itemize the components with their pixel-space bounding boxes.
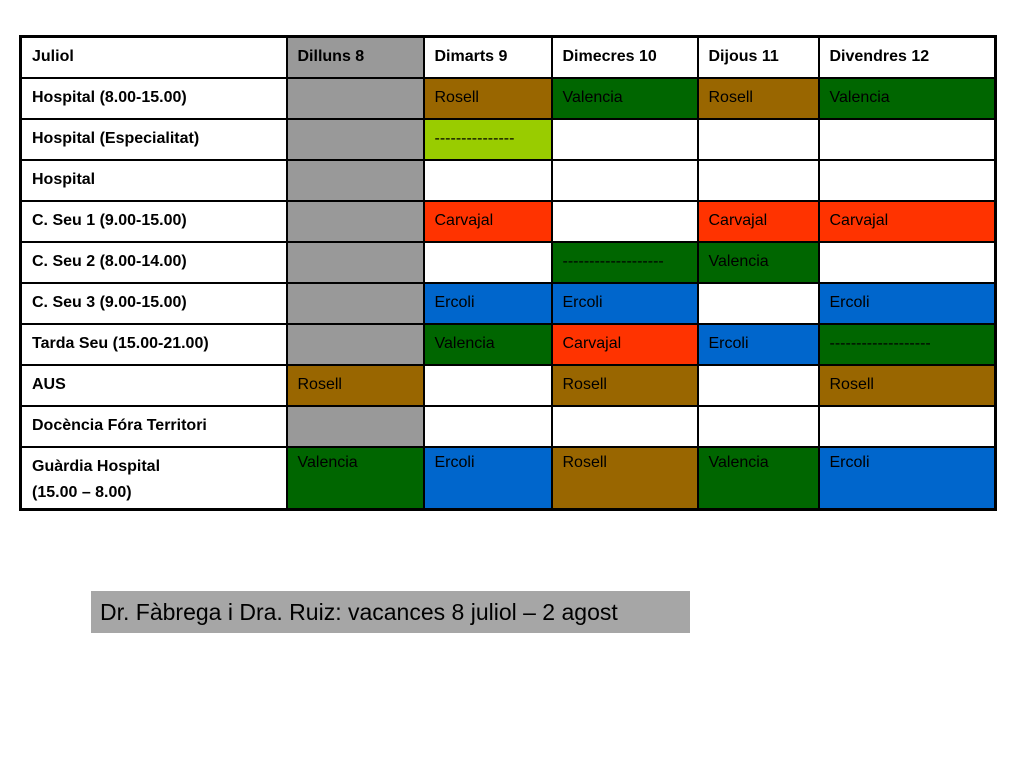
schedule-cell: Valencia bbox=[552, 78, 698, 119]
schedule-cell: Valencia bbox=[698, 447, 819, 510]
schedule-cell: Rosell bbox=[552, 365, 698, 406]
row-label bbox=[21, 119, 287, 160]
table-row bbox=[21, 160, 996, 201]
header-day-monday: Dilluns 8 bbox=[287, 37, 424, 78]
schedule-cell bbox=[287, 406, 424, 447]
schedule-cell: Ercoli bbox=[424, 283, 552, 324]
schedule-cell: Carvajal bbox=[819, 201, 996, 242]
row-label-text: Guàrdia Hospital bbox=[32, 457, 161, 475]
schedule-cell bbox=[698, 119, 819, 160]
schedule-cell bbox=[287, 160, 424, 201]
table-row bbox=[21, 119, 996, 160]
row-label-text: Hospital (Especialitat) bbox=[32, 130, 200, 147]
row-label-text: C. Seu 1 (9.00-15.00) bbox=[32, 212, 187, 229]
row-label bbox=[21, 201, 287, 242]
schedule-cell bbox=[424, 160, 552, 201]
table-row bbox=[21, 447, 996, 510]
table-row bbox=[21, 324, 996, 365]
schedule-cell bbox=[819, 406, 996, 447]
row-label bbox=[21, 283, 287, 324]
schedule-cell: Carvajal bbox=[552, 324, 698, 365]
schedule-cell bbox=[287, 324, 424, 365]
schedule-cell: Rosell bbox=[552, 447, 698, 510]
schedule-cell bbox=[424, 365, 552, 406]
schedule-cell bbox=[819, 242, 996, 283]
schedule-cell: Valencia bbox=[819, 78, 996, 119]
schedule-cell bbox=[552, 201, 698, 242]
schedule-cell: ------------------- bbox=[552, 242, 698, 283]
schedule-cell bbox=[287, 283, 424, 324]
table-row bbox=[21, 242, 996, 283]
schedule-cell bbox=[424, 406, 552, 447]
schedule-cell: Ercoli bbox=[698, 324, 819, 365]
schedule-cell: ------------------- bbox=[819, 324, 996, 365]
header-month: Juliol bbox=[21, 37, 287, 78]
vacation-note: Dr. Fàbrega i Dra. Ruiz: vacances 8 juliol – 2 agost bbox=[91, 591, 690, 633]
row-label-text: C. Seu 3 (9.00-15.00) bbox=[32, 294, 187, 311]
table-row bbox=[21, 406, 996, 447]
schedule-cell bbox=[287, 201, 424, 242]
schedule-cell bbox=[698, 365, 819, 406]
row-label bbox=[21, 365, 287, 406]
schedule-cell: Valencia bbox=[698, 242, 819, 283]
schedule-cell: Ercoli bbox=[819, 447, 996, 510]
header-row bbox=[21, 37, 996, 78]
schedule-cell: Rosell bbox=[819, 365, 996, 406]
row-label-text: AUS bbox=[32, 376, 66, 393]
row-label-text: C. Seu 2 (8.00-14.00) bbox=[32, 253, 187, 270]
header-day-wednesday: Dimecres 10 bbox=[552, 37, 698, 78]
row-label-subtext: (15.00 – 8.00) bbox=[32, 483, 132, 501]
schedule-cell: Carvajal bbox=[698, 201, 819, 242]
schedule-cell bbox=[698, 160, 819, 201]
schedule-cell: Valencia bbox=[424, 324, 552, 365]
schedule-cell bbox=[287, 78, 424, 119]
row-label-text: Hospital (8.00-15.00) bbox=[32, 89, 187, 106]
schedule-cell bbox=[287, 242, 424, 283]
schedule-cell: --------------- bbox=[424, 119, 552, 160]
row-label-text: Docència Fóra Territori bbox=[32, 417, 207, 434]
schedule-cell: Rosell bbox=[287, 365, 424, 406]
schedule-cell: Rosell bbox=[424, 78, 552, 119]
row-label bbox=[21, 324, 287, 365]
schedule-cell: Ercoli bbox=[552, 283, 698, 324]
schedule-cell bbox=[698, 283, 819, 324]
table-row bbox=[21, 365, 996, 406]
header-day-friday: Divendres 12 bbox=[819, 37, 996, 78]
schedule-cell bbox=[819, 119, 996, 160]
schedule-cell: Valencia bbox=[287, 447, 424, 510]
row-label bbox=[21, 242, 287, 283]
schedule-cell bbox=[552, 119, 698, 160]
row-label-text: Hospital bbox=[32, 171, 96, 188]
schedule-cell: Rosell bbox=[698, 78, 819, 119]
header-day-thursday: Dijous 11 bbox=[698, 37, 819, 78]
schedule-cell: Carvajal bbox=[424, 201, 552, 242]
schedule-table bbox=[19, 35, 997, 511]
schedule-cell: Ercoli bbox=[819, 283, 996, 324]
schedule-cell: Ercoli bbox=[424, 447, 552, 510]
schedule-cell bbox=[287, 119, 424, 160]
row-label bbox=[21, 406, 287, 447]
schedule-cell bbox=[552, 406, 698, 447]
header-day-tuesday: Dimarts 9 bbox=[424, 37, 552, 78]
schedule-cell bbox=[819, 160, 996, 201]
table-row bbox=[21, 201, 996, 242]
schedule-cell bbox=[552, 160, 698, 201]
table-row bbox=[21, 283, 996, 324]
schedule-body bbox=[21, 37, 996, 510]
table-row bbox=[21, 78, 996, 119]
schedule-cell bbox=[424, 242, 552, 283]
row-label bbox=[21, 447, 287, 510]
row-label bbox=[21, 160, 287, 201]
row-label bbox=[21, 78, 287, 119]
schedule-cell bbox=[698, 406, 819, 447]
row-label-text: Tarda Seu (15.00-21.00) bbox=[32, 335, 209, 352]
